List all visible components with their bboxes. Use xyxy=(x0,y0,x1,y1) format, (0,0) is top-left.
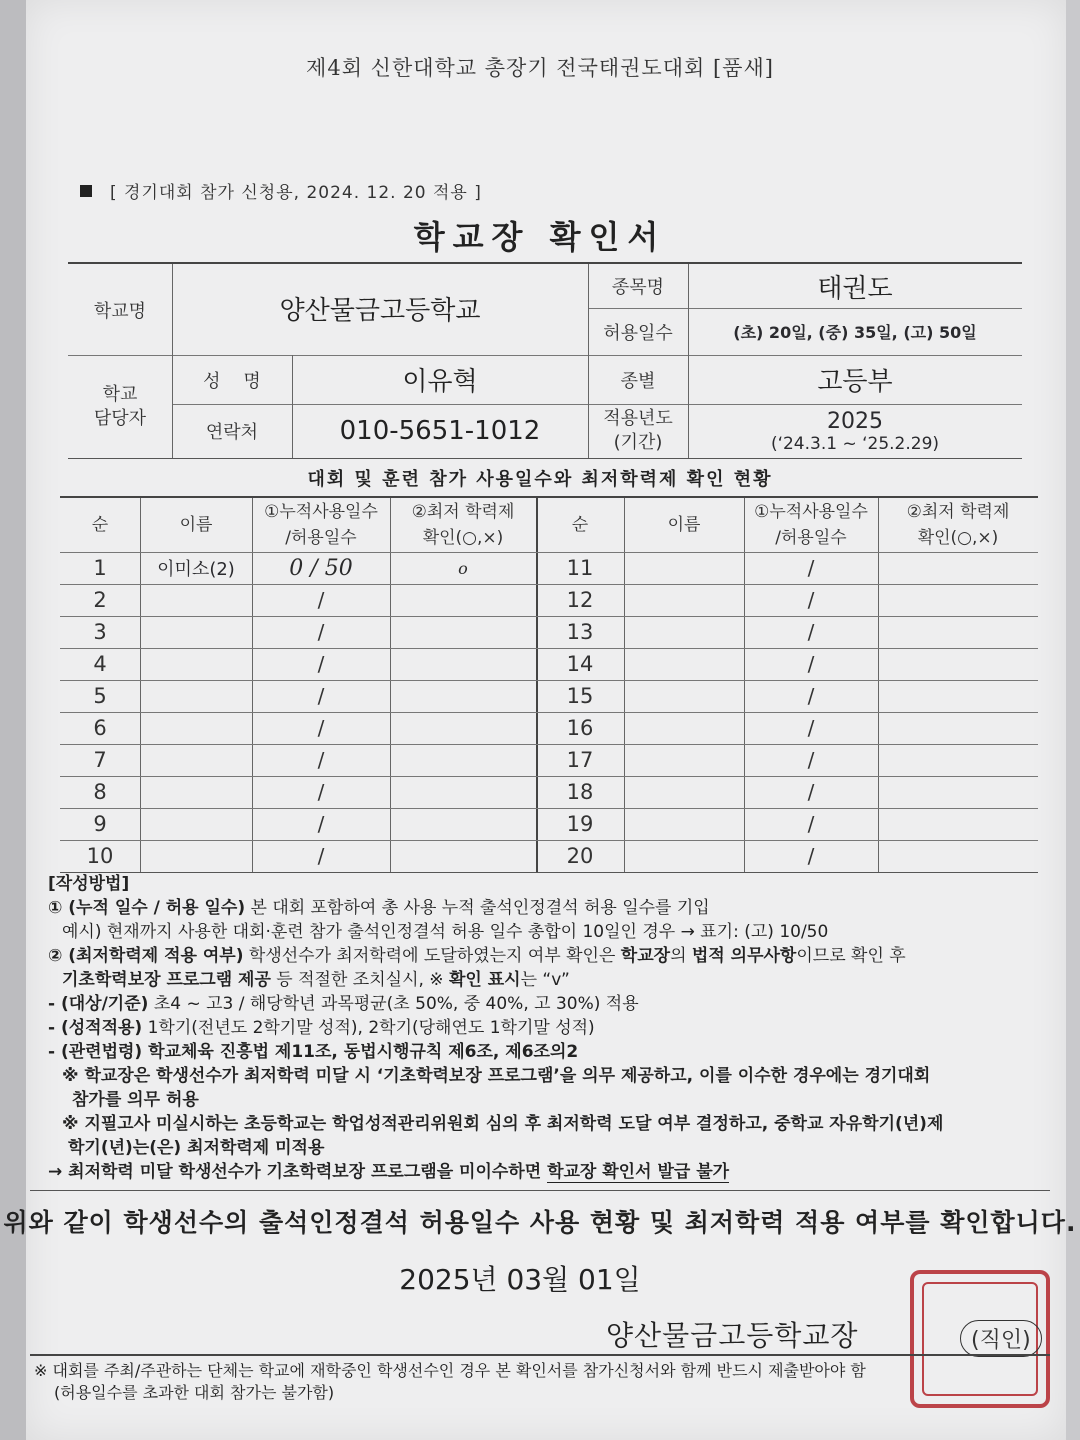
instr-2-legal: 법적 의무사항 xyxy=(691,946,797,966)
school-name-value: 양산물금고등학교 xyxy=(279,295,481,326)
row-days-cell[interactable]: / xyxy=(317,780,325,804)
instr-note-3-underlined: 학교장 확인서 발급 불가 xyxy=(547,1162,730,1182)
row-name-cell[interactable] xyxy=(624,648,744,680)
instr-grade-body: 1학기(전년도 2학기말 성적), 2학기(당해연도 1학기말 성적) xyxy=(142,1018,595,1038)
year-cell xyxy=(688,404,1022,458)
row-name-cell[interactable] xyxy=(624,840,744,872)
row-number: 20 xyxy=(566,844,594,868)
confirmation-statement: 위와 같이 학생선수의 출석인정결석 허용일수 사용 현황 및 최저학력 적용 여부를 확인합니다. xyxy=(3,1208,1077,1237)
row-academic-cell[interactable] xyxy=(878,808,1038,840)
row-days-cell[interactable]: / xyxy=(807,716,815,740)
row-academic-cell[interactable] xyxy=(390,648,536,680)
instr-mark: 확인 표시 xyxy=(448,970,521,990)
row-name-cell[interactable] xyxy=(140,808,252,840)
row-days-cell[interactable]: / xyxy=(317,684,325,708)
row-academic-cell[interactable] xyxy=(390,776,536,808)
instr-mark-tail: 는 “v” xyxy=(520,970,570,990)
row-academic-cell[interactable] xyxy=(390,584,536,616)
row-number: 14 xyxy=(566,652,594,676)
row-number: 17 xyxy=(566,748,594,772)
row-number: 9 xyxy=(93,812,107,836)
instructions-title: [작성방법] xyxy=(48,874,130,894)
instr-note-3: → 최저학력 미달 학생선수가 기초학력보장 프로그램을 미이수하면 xyxy=(48,1162,548,1182)
row-name-cell[interactable] xyxy=(624,616,744,648)
row-days-cell[interactable]: / xyxy=(317,652,325,676)
row-name-cell[interactable] xyxy=(140,616,252,648)
row-academic-cell[interactable] xyxy=(878,616,1038,648)
header-academic: ②최저 학력제 확인(○,×) xyxy=(906,502,1010,548)
row-name-cell[interactable] xyxy=(140,712,252,744)
row-days-cell[interactable]: / xyxy=(807,780,815,804)
square-bullet-icon xyxy=(80,185,92,197)
row-days-cell[interactable]: / xyxy=(317,812,325,836)
row-days-cell[interactable]: / xyxy=(317,620,325,644)
row-days-cell[interactable]: / xyxy=(807,844,815,868)
row-academic-cell[interactable] xyxy=(878,552,1038,584)
row-academic-cell[interactable] xyxy=(878,584,1038,616)
footer-note xyxy=(34,1360,1044,1404)
header-name: 이름 xyxy=(667,515,701,535)
row-name-cell[interactable] xyxy=(624,712,744,744)
instr-law-body: 학교체육 진흥법 제11조, 동법시행규칙 제6조, 제6조의2 xyxy=(142,1042,579,1062)
row-name-cell[interactable] xyxy=(624,776,744,808)
division-value: 고등부 xyxy=(817,367,893,397)
row-name-cell[interactable]: 이미소(2) xyxy=(157,559,235,580)
instr-2-of: 의 xyxy=(670,946,692,966)
allowed-days-label: 허용일수 xyxy=(603,322,673,344)
instr-note-1b: 참가를 의무 허용 xyxy=(72,1090,199,1110)
instr-2-principal: 학교장 xyxy=(620,946,671,966)
contact-value: 010-5651-1012 xyxy=(339,416,541,446)
row-number: 15 xyxy=(566,684,594,708)
instr-2-tail: 이므로 확인 후 xyxy=(796,946,906,966)
instr-1-head: ① (누적 일수 / 허용 일수) xyxy=(48,898,246,918)
header-days: ①누적사용일수 /허용일수 xyxy=(264,502,378,548)
year-label: 적용년도 (기간) xyxy=(603,408,673,453)
apply-note xyxy=(80,178,482,203)
row-number: 2 xyxy=(93,588,107,612)
instr-target-body: 초4 ~ 고3 / 해당학년 과목평균(초 50%, 중 40%, 고 30%) 적용 xyxy=(148,994,639,1014)
row-days-cell[interactable]: / xyxy=(317,716,325,740)
row-number: 1 xyxy=(93,556,107,580)
row-academic-cell[interactable] xyxy=(878,776,1038,808)
row-name-cell[interactable] xyxy=(140,840,252,872)
instr-note-2b: 학기(년)는(은) 최저학력제 미적용 xyxy=(68,1138,325,1158)
instr-program: 기초학력보장 프로그램 제공 xyxy=(62,970,271,990)
row-name-cell[interactable] xyxy=(624,552,744,584)
event-title: 제4회 신한대학교 총장기 전국태권도대회 [품새] xyxy=(306,56,774,80)
row-name-cell[interactable] xyxy=(140,744,252,776)
instr-program-body: 등 적절한 조치실시, ※ xyxy=(270,970,449,990)
year-value: 2025 xyxy=(827,408,883,434)
row-number: 3 xyxy=(93,620,107,644)
principal-name: 양산물금고등학교장 xyxy=(606,1319,859,1352)
instructions-section xyxy=(48,872,1048,1184)
row-days-cell[interactable]: 0 / 50 xyxy=(289,555,353,581)
header-name: 이름 xyxy=(179,515,213,535)
row-days-cell[interactable]: / xyxy=(317,748,325,772)
instr-law-head: - (관련법령) xyxy=(48,1042,143,1062)
document-title: 학교장 확인서 xyxy=(413,218,667,256)
section-divider xyxy=(30,1190,1050,1191)
row-number: 6 xyxy=(93,716,107,740)
header-no: 순 xyxy=(571,515,589,535)
row-number: 19 xyxy=(566,812,594,836)
row-academic-cell[interactable] xyxy=(878,680,1038,712)
issue-date: 2025년 03월 01일 xyxy=(399,1263,641,1296)
row-academic-cell[interactable] xyxy=(390,744,536,776)
row-number: 16 xyxy=(566,716,594,740)
row-number: 11 xyxy=(566,556,594,580)
instr-1-body: 본 대회 포함하여 총 사용 누적 출석인정결석 허용 일수를 기입 xyxy=(245,898,710,918)
header-academic: ②최저 학력제 확인(○,×) xyxy=(411,502,515,548)
row-days-cell[interactable]: / xyxy=(807,652,815,676)
manager-label: 학교 담당자 xyxy=(93,383,147,429)
row-number: 8 xyxy=(93,780,107,804)
school-info-box xyxy=(68,262,1022,459)
instr-example: 예시) 현재까지 사용한 대회·훈련 참가 출석인정결석 허용 일수 총합이 10일인 경우 → 표기: (고) 10/50 xyxy=(62,922,829,942)
sport-label: 종목명 xyxy=(611,277,665,298)
footer-line-1: ※ 대회를 주최/주관하는 단체는 학교에 재학중인 학생선수인 경우 본 확인서를 참가신청서와 함께 반드시 제출받아야 함 xyxy=(34,1361,866,1380)
row-academic-cell[interactable] xyxy=(878,744,1038,776)
instr-grade-head: - (성적적용) xyxy=(48,1018,143,1038)
instr-2-body: 학생선수가 최저학력에 도달하였는지 여부 확인은 xyxy=(243,946,621,966)
row-name-cell[interactable] xyxy=(624,680,744,712)
row-number: 7 xyxy=(93,748,107,772)
row-number: 18 xyxy=(566,780,594,804)
row-days-cell[interactable]: / xyxy=(807,748,815,772)
school-name-label: 학교명 xyxy=(93,300,147,322)
row-academic-cell[interactable] xyxy=(390,616,536,648)
row-name-cell[interactable] xyxy=(140,648,252,680)
usage-table xyxy=(60,496,1038,873)
row-academic-cell[interactable] xyxy=(878,712,1038,744)
year-period: (‘24.3.1 ~ ‘25.2.29) xyxy=(770,433,940,454)
row-name-cell[interactable] xyxy=(624,808,744,840)
row-name-cell[interactable] xyxy=(140,680,252,712)
row-name-cell[interactable] xyxy=(624,584,744,616)
row-number: 10 xyxy=(86,844,114,868)
row-academic-cell[interactable] xyxy=(878,840,1038,872)
manager-name-value: 이유혁 xyxy=(402,367,478,397)
row-name-cell[interactable] xyxy=(624,744,744,776)
row-number: 12 xyxy=(566,588,594,612)
division-label: 종별 xyxy=(620,370,656,392)
row-days-cell[interactable]: / xyxy=(807,620,815,644)
row-name-cell[interactable] xyxy=(140,776,252,808)
name-label: 성 명 xyxy=(203,370,261,392)
seal-label: (직인) xyxy=(960,1320,1042,1357)
apply-note-text: [ 경기대회 참가 신청용, 2024. 12. 20 적용 ] xyxy=(110,183,482,203)
contact-label: 연락처 xyxy=(205,422,259,443)
row-days-cell[interactable]: / xyxy=(317,588,325,612)
row-academic-cell[interactable] xyxy=(390,712,536,744)
row-academic-cell[interactable] xyxy=(390,840,536,872)
footer-line-2: (허용일수를 초과한 대회 참가는 불가함) xyxy=(54,1383,335,1402)
instr-2-head: ② (최저학력제 적용 여부) xyxy=(48,946,244,966)
table-subtitle: 대회 및 훈련 참가 사용일수와 최저학력제 확인 현황 xyxy=(307,469,773,490)
row-name-cell[interactable] xyxy=(140,584,252,616)
footer-divider xyxy=(30,1354,1050,1356)
row-days-cell[interactable]: / xyxy=(807,812,815,836)
row-academic-cell[interactable]: o xyxy=(458,558,468,578)
instr-note-2: ※ 지필고사 미실시하는 초등학교는 학업성적관리위원회 심의 후 최저학력 도달 여부 결정하고, 중학교 자유학기(년)제 xyxy=(62,1114,944,1134)
row-number: 13 xyxy=(566,620,594,644)
row-days-cell[interactable]: / xyxy=(807,588,815,612)
header-days: ①누적사용일수 /허용일수 xyxy=(754,502,868,548)
allowed-days-value: (초) 20일, (중) 35일, (고) 50일 xyxy=(733,323,977,342)
row-academic-cell[interactable] xyxy=(390,808,536,840)
row-academic-cell[interactable] xyxy=(878,648,1038,680)
row-days-cell[interactable]: / xyxy=(807,556,815,580)
instr-note-1: ※ 학교장은 학생선수가 최저학력 미달 시 ‘기초학력보장 프로그램’을 의무 제공하고, 이를 이수한 경우에는 경기대회 xyxy=(62,1066,931,1086)
row-number: 4 xyxy=(93,652,107,676)
row-days-cell[interactable]: / xyxy=(807,684,815,708)
header-no: 순 xyxy=(91,515,109,535)
row-academic-cell[interactable] xyxy=(390,680,536,712)
row-number: 5 xyxy=(93,684,107,708)
sport-value: 태권도 xyxy=(817,273,893,304)
row-days-cell[interactable]: / xyxy=(317,844,325,868)
instr-target-head: - (대상/기준) xyxy=(48,994,149,1014)
